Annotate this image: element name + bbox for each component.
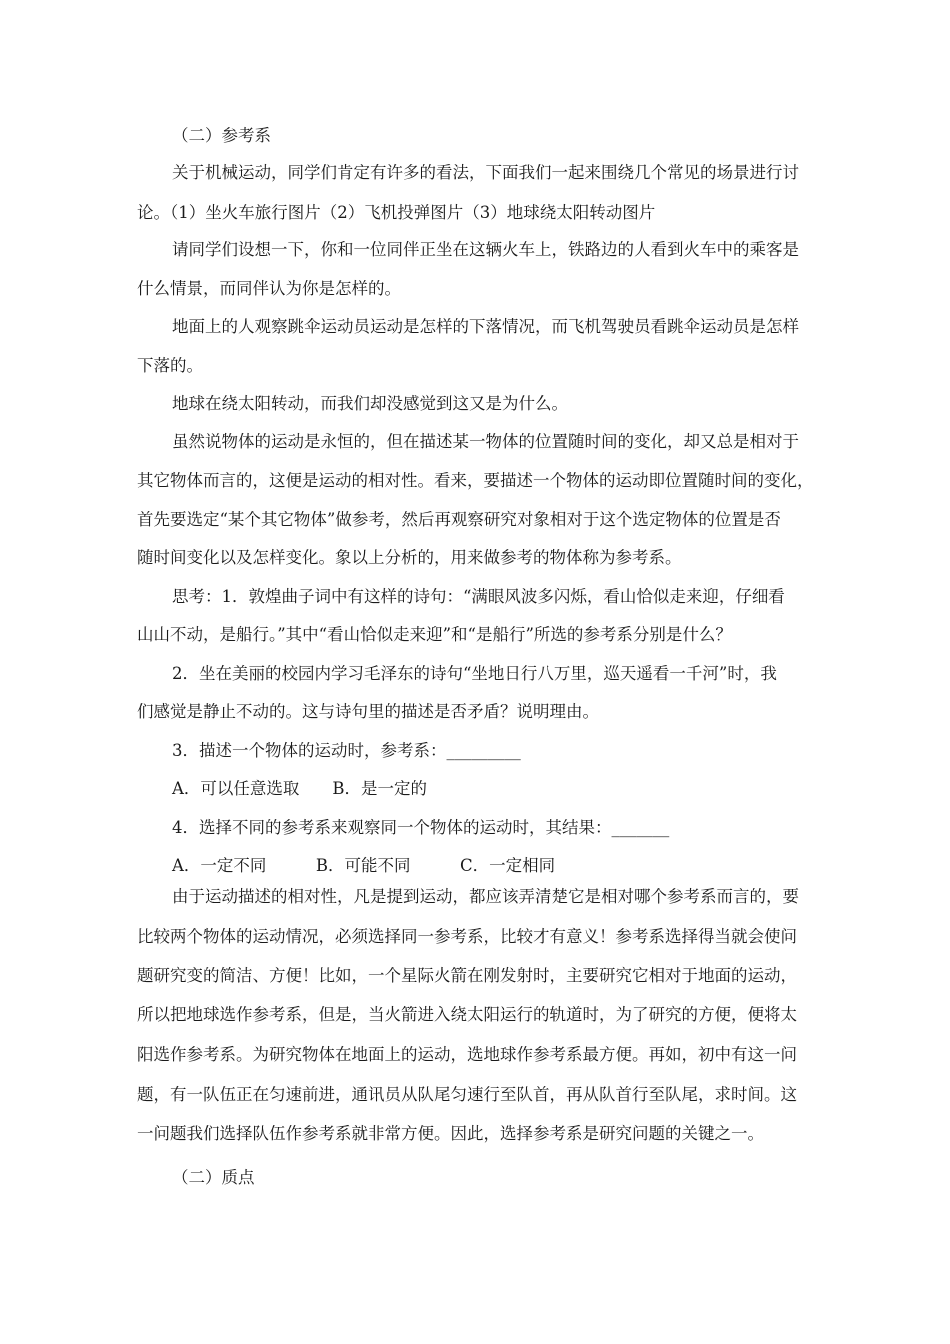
paragraph-line: 下落的。 xyxy=(137,356,203,375)
question-line: 3．描述一个物体的运动时，参考系：_________ xyxy=(172,741,521,760)
question-line: 们感觉是静止不动的。这与诗句里的描述是否矛盾？说明理由。 xyxy=(137,702,599,721)
paragraph-line: 比较两个物体的运动情况，必须选择同一参考系，比较才有意义！参考系选择得当就会使问 xyxy=(137,927,797,946)
paragraph-line: 随时间变化以及怎样变化。象以上分析的，用来做参考的物体称为参考系。 xyxy=(137,548,682,567)
paragraph-line: 地球在绕太阳转动，而我们却没感觉到这又是为什么。 xyxy=(172,394,568,413)
question-line: 2．坐在美丽的校园内学习毛泽东的诗句“坐地日行八万里，巡天遥看一千河”时，我 xyxy=(172,664,777,683)
paragraph-line: 请同学们设想一下，你和一位同伴正坐在这辆火车上，铁路边的人看到火车中的乘客是 xyxy=(172,240,799,259)
paragraph-line: 地面上的人观察跳伞运动员运动是怎样的下落情况，而飞机驾驶员看跳伞运动员是怎样 xyxy=(172,317,799,336)
question-line: 思考：1．敦煌曲子词中有这样的诗句：“满眼风波多闪烁，看山恰似走来迎，仔细看 xyxy=(172,587,785,606)
section-heading-particle: （二）质点 xyxy=(172,1168,255,1187)
paragraph-line: 所以把地球选作参考系，但是，当火箭进入绕太阳运行的轨道时，为了研究的方便，便将太 xyxy=(137,1005,797,1024)
question-line: 山山不动，是船行。”其中“看山恰似走来迎”和“是船行”所选的参考系分别是什么？ xyxy=(137,625,732,644)
paragraph-line: 题，有一队伍正在匀速前进，通讯员从队尾匀速行至队首，再从队首行至队尾，求时间。这 xyxy=(137,1085,797,1104)
paragraph-line: 什么情景，而同伴认为你是怎样的。 xyxy=(137,279,401,298)
answer-options-line: A．一定不同 B．可能不同 C．一定相同 xyxy=(172,856,556,875)
section-heading-reference-frame: （二）参考系 xyxy=(172,126,271,145)
paragraph-line: 首先要选定“某个其它物体”做参考，然后再观察研究对象相对于这个选定物体的位置是否 xyxy=(137,510,781,529)
paragraph-line: 题研究变的简洁、方便！比如，一个星际火箭在刚发射时，主要研究它相对于地面的运动， xyxy=(137,966,797,985)
paragraph-line: 一问题我们选择队伍作参考系就非常方便。因此，选择参考系是研究问题的关键之一。 xyxy=(137,1124,764,1143)
paragraph-line: 关于机械运动，同学们肯定有许多的看法，下面我们一起来围绕几个常见的场景进行讨 xyxy=(172,163,799,182)
answer-options-line: A．可以任意选取 B．是一定的 xyxy=(172,779,428,798)
paragraph-line: 由于运动描述的相对性，凡是提到运动，都应该弄清楚它是相对哪个参考系而言的，要 xyxy=(172,887,799,906)
paragraph-line: 阳选作参考系。为研究物体在地面上的运动，选地球作参考系最方便。再如，初中有这一问 xyxy=(137,1045,797,1064)
question-line: 4．选择不同的参考系来观察同一个物体的运动时，其结果：_______ xyxy=(172,818,670,837)
paragraph-line: 虽然说物体的运动是永恒的，但在描述某一物体的位置随时间的变化，却又总是相对于 xyxy=(172,432,799,451)
paragraph-line: 其它物体而言的，这便是运动的相对性。看来，要描述一个物体的运动即位置随时间的变化， xyxy=(137,471,814,490)
paragraph-line: 论。（1）坐火车旅行图片（2）飞机投弹图片（3）地球绕太阳转动图片 xyxy=(137,203,656,222)
